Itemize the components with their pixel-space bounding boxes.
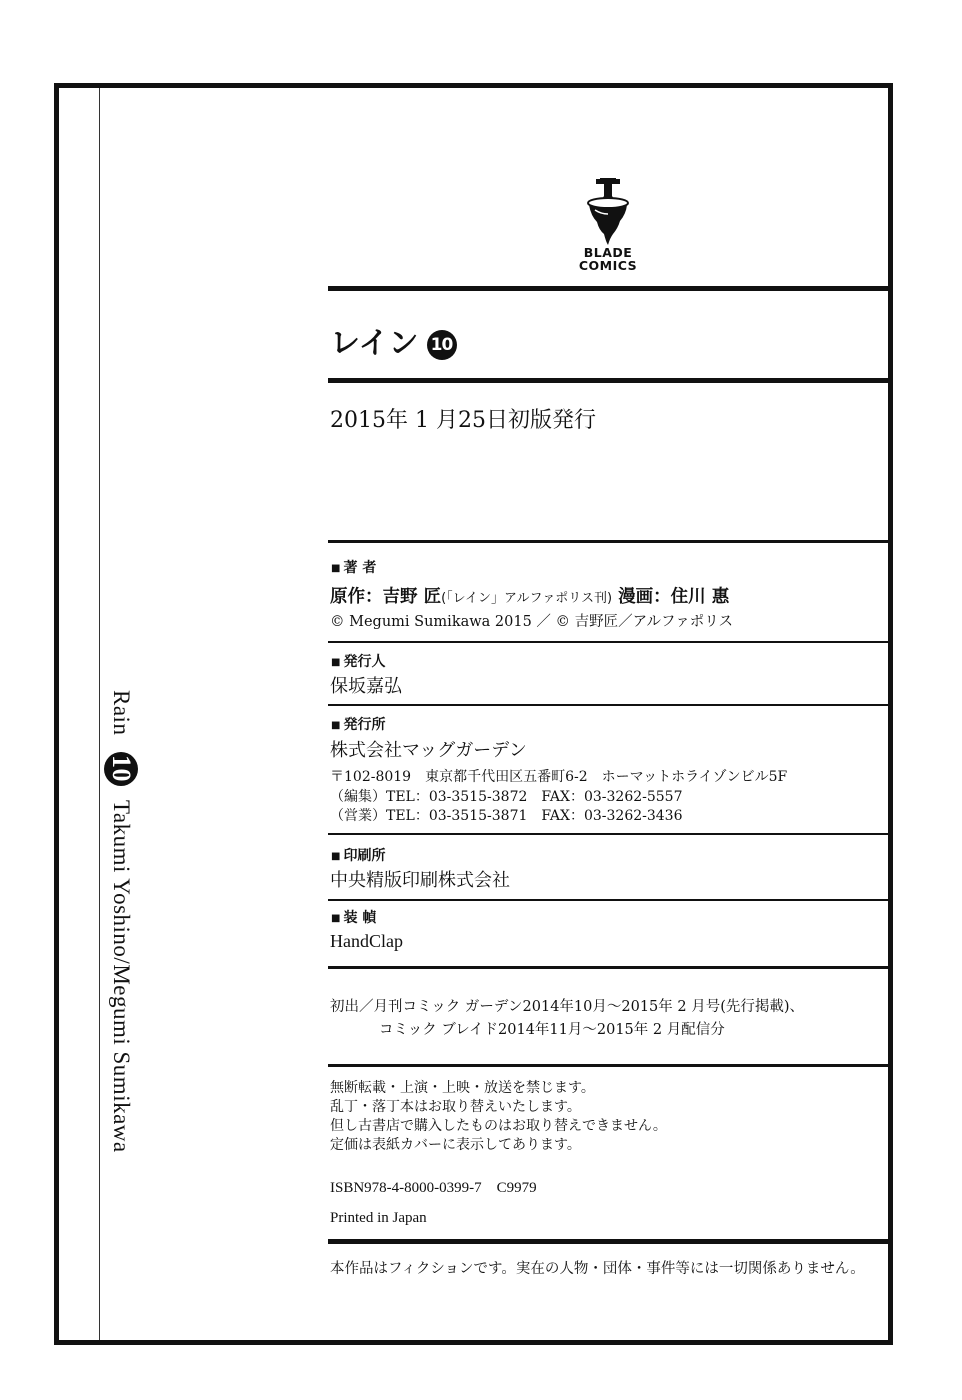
section-heading-publisher-person: ■ 発行人 bbox=[331, 651, 385, 671]
divider bbox=[328, 966, 888, 969]
divider bbox=[328, 704, 888, 706]
divider bbox=[328, 378, 888, 383]
publish-date: 2015年 1 月25日初版発行 bbox=[330, 408, 596, 433]
publisher-logo bbox=[568, 176, 648, 272]
book-title-text: レイン bbox=[330, 326, 419, 361]
sword-stone-logo-icon bbox=[577, 176, 639, 246]
page-frame bbox=[54, 83, 893, 1345]
design-name: HandClap bbox=[330, 931, 403, 951]
fiction-notice: 本作品はフィクションです。実在の人物・団体・事件等には一切関係ありません。 bbox=[330, 1261, 865, 1277]
divider bbox=[328, 1064, 888, 1067]
manga-author: 漫画：住川 惠 bbox=[618, 587, 730, 607]
section-heading-author: ■ 著 者 bbox=[331, 557, 376, 577]
divider bbox=[328, 1239, 888, 1244]
divider bbox=[328, 641, 888, 643]
divider bbox=[328, 833, 888, 835]
printed-in: Printed in Japan bbox=[330, 1210, 427, 1226]
author-line bbox=[330, 583, 729, 608]
spine-text bbox=[108, 690, 138, 1153]
logo-text-comics: COMICS bbox=[578, 258, 638, 273]
editorial-contact: （編集）TEL：03-3515-3872 FAX：03-3262-5557 bbox=[330, 789, 683, 805]
printer-name: 中央精版印刷株式会社 bbox=[330, 870, 510, 891]
book-title bbox=[330, 318, 457, 362]
section-heading-printer: ■ 印刷所 bbox=[331, 845, 385, 865]
section-heading-design: ■ 装 幀 bbox=[331, 907, 376, 927]
divider bbox=[328, 899, 888, 901]
logo-text-blade: BLADE bbox=[583, 245, 633, 260]
publisher-name: 株式会社マッグガーデン bbox=[330, 740, 527, 761]
first-appearance-line-2: コミック ブレイド2014年11月～2015年 2 月配信分 bbox=[379, 1022, 725, 1038]
copyright-line: © Megumi Sumikawa 2015 ／ © 吉野匠／アルファポリス bbox=[330, 614, 733, 630]
publisher-person-name: 保坂嘉弘 bbox=[330, 676, 402, 697]
spine-volume-badge: 10 bbox=[104, 752, 138, 786]
notice-line-2: 乱丁・落丁本はお取り替えいたします。 bbox=[330, 1099, 581, 1115]
original-source-note: (「レイン」アルファポリス刊) bbox=[441, 591, 613, 606]
first-appearance-line-1: 初出／月刊コミック ガーデン2014年10月～2015年 2 月号(先行掲載)、 bbox=[330, 999, 805, 1015]
spine-divider bbox=[99, 88, 100, 1340]
notice-line-1: 無断転載・上演・上映・放送を禁じます。 bbox=[330, 1080, 595, 1096]
volume-badge: 10 bbox=[427, 330, 457, 360]
sales-contact: （営業）TEL：03-3515-3871 FAX：03-3262-3436 bbox=[330, 808, 683, 824]
notice-line-4: 定価は表紙カバーに表示してあります。 bbox=[330, 1137, 581, 1153]
divider bbox=[328, 286, 888, 291]
isbn: ISBN978-4-8000-0399-7 C9979 bbox=[330, 1180, 537, 1196]
divider bbox=[328, 540, 888, 543]
section-heading-publisher: ■ 発行所 bbox=[331, 714, 385, 734]
notice-line-3: 但し古書店で購入したものはお取り替えできません。 bbox=[330, 1118, 667, 1134]
spine-authors: Takumi Yoshino/Megumi Sumikawa bbox=[109, 799, 134, 1153]
spine-title: Rain bbox=[109, 690, 134, 736]
publisher-address: 〒102-8019 東京都千代田区五番町6-2 ホーマットホライゾンビル5F bbox=[330, 769, 788, 785]
original-author: 原作：吉野 匠 bbox=[330, 587, 442, 607]
